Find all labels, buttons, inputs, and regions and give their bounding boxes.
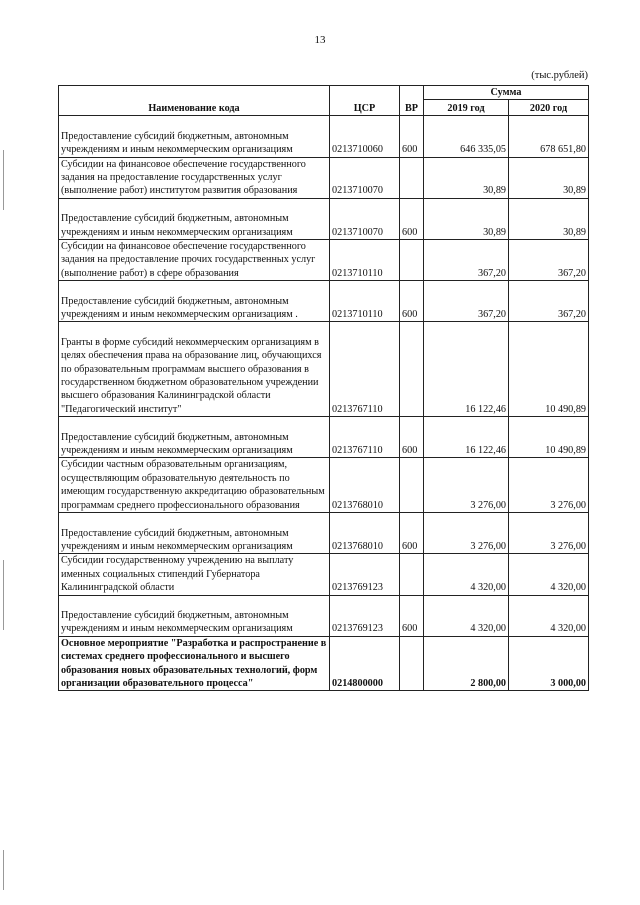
row-vr	[400, 240, 424, 281]
row-sum-2019: 30,89	[424, 157, 509, 198]
row-vr: 600	[400, 595, 424, 636]
table-row	[59, 322, 589, 417]
header-csr: ЦСР	[330, 86, 400, 116]
table-row	[59, 116, 589, 157]
table-row	[59, 157, 589, 198]
scan-edge-mark	[3, 850, 4, 890]
row-sum-2020: 10 490,89	[509, 417, 589, 458]
table-row	[59, 281, 589, 322]
row-vr: 600	[400, 281, 424, 322]
header-sum: Сумма	[424, 86, 589, 100]
row-name: Гранты в форме субсидий некоммерческим организациям в целях обеспечения права на образование лиц, обучающихся по образовательным программам высшего образования в государственном бюджетном образовательном учреждении высшего образования Калининградской области "Педагогический институт"	[59, 322, 330, 417]
row-name: Предоставление субсидий бюджетным, автономным учреждениям и иным некоммерческим организациям	[59, 513, 330, 554]
row-csr: 0213710070	[330, 157, 400, 198]
table-row	[59, 636, 589, 691]
row-sum-2019: 646 335,05	[424, 116, 509, 157]
row-name: Предоставление субсидий бюджетным, автономным учреждениям и иным некоммерческим организациям	[59, 595, 330, 636]
row-vr: 600	[400, 513, 424, 554]
header-vr: ВР	[400, 86, 424, 116]
row-name: Основное мероприятие "Разработка и распространение в системах среднего профессионального и высшего образования новых образовательных технологий, форм организации образовательного процесса"	[59, 636, 330, 691]
table-row	[59, 595, 589, 636]
row-vr	[400, 636, 424, 691]
row-name: Субсидии частным образовательным организациям, осуществляющим образовательную деятельность по имеющим государственную аккредитацию образовательным программам среднего профессионального образования	[59, 458, 330, 513]
scan-edge-mark	[3, 150, 4, 210]
row-csr: 0214800000	[330, 636, 400, 691]
row-vr	[400, 157, 424, 198]
table-body	[59, 116, 589, 691]
budget-table	[58, 85, 589, 691]
row-vr: 600	[400, 417, 424, 458]
row-csr: 0213710110	[330, 281, 400, 322]
row-sum-2020: 678 651,80	[509, 116, 589, 157]
units-label: (тыс.рублей)	[531, 70, 588, 81]
row-name: Предоставление субсидий бюджетным, автономным учреждениям и иным некоммерческим организациям	[59, 116, 330, 157]
row-sum-2019: 3 276,00	[424, 458, 509, 513]
row-sum-2019: 367,20	[424, 281, 509, 322]
table-row	[59, 417, 589, 458]
row-vr: 600	[400, 116, 424, 157]
row-sum-2020: 367,20	[509, 281, 589, 322]
row-vr	[400, 554, 424, 595]
row-csr: 0213710070	[330, 198, 400, 239]
row-sum-2019: 16 122,46	[424, 417, 509, 458]
row-sum-2019: 4 320,00	[424, 595, 509, 636]
row-sum-2019: 30,89	[424, 198, 509, 239]
header-2020: 2020 год	[509, 100, 589, 116]
row-csr: 0213768010	[330, 513, 400, 554]
row-sum-2020: 30,89	[509, 157, 589, 198]
row-csr: 0213767110	[330, 417, 400, 458]
row-sum-2019: 2 800,00	[424, 636, 509, 691]
row-sum-2020: 3 000,00	[509, 636, 589, 691]
table-row	[59, 513, 589, 554]
row-name: Предоставление субсидий бюджетным, автономным учреждениям и иным некоммерческим организациям .	[59, 281, 330, 322]
row-name: Предоставление субсидий бюджетным, автономным учреждениям и иным некоммерческим организациям	[59, 198, 330, 239]
page-number: 13	[314, 34, 326, 46]
row-csr: 0213710060	[330, 116, 400, 157]
row-csr: 0213768010	[330, 458, 400, 513]
row-sum-2020: 10 490,89	[509, 322, 589, 417]
row-sum-2019: 16 122,46	[424, 322, 509, 417]
row-sum-2020: 3 276,00	[509, 458, 589, 513]
table-row	[59, 554, 589, 595]
row-vr	[400, 322, 424, 417]
row-name: Субсидии на финансовое обеспечение государственного задания на предоставление государственных услуг (выполнение работ) институтом развития образования	[59, 157, 330, 198]
row-sum-2019: 4 320,00	[424, 554, 509, 595]
row-sum-2020: 4 320,00	[509, 554, 589, 595]
row-sum-2019: 3 276,00	[424, 513, 509, 554]
row-vr	[400, 458, 424, 513]
table-row	[59, 198, 589, 239]
row-vr: 600	[400, 198, 424, 239]
row-csr: 0213769123	[330, 554, 400, 595]
row-sum-2020: 4 320,00	[509, 595, 589, 636]
row-sum-2020: 3 276,00	[509, 513, 589, 554]
row-name: Субсидии на финансовое обеспечение государственного задания на предоставление прочих государственных услуг (выполнение работ) в сфере образования	[59, 240, 330, 281]
table-row	[59, 458, 589, 513]
row-csr: 0213769123	[330, 595, 400, 636]
scan-edge-mark	[3, 560, 4, 630]
table-row	[59, 240, 589, 281]
row-name: Предоставление субсидий бюджетным, автономным учреждениям и иным некоммерческим организациям	[59, 417, 330, 458]
row-csr: 0213767110	[330, 322, 400, 417]
header-name: Наименование кода	[59, 86, 330, 116]
row-sum-2019: 367,20	[424, 240, 509, 281]
row-sum-2020: 30,89	[509, 198, 589, 239]
row-csr: 0213710110	[330, 240, 400, 281]
header-2019: 2019 год	[424, 100, 509, 116]
row-sum-2020: 367,20	[509, 240, 589, 281]
row-name: Субсидии государственному учреждению на выплату именных социальных стипендий Губернатора Калининградской области	[59, 554, 330, 595]
